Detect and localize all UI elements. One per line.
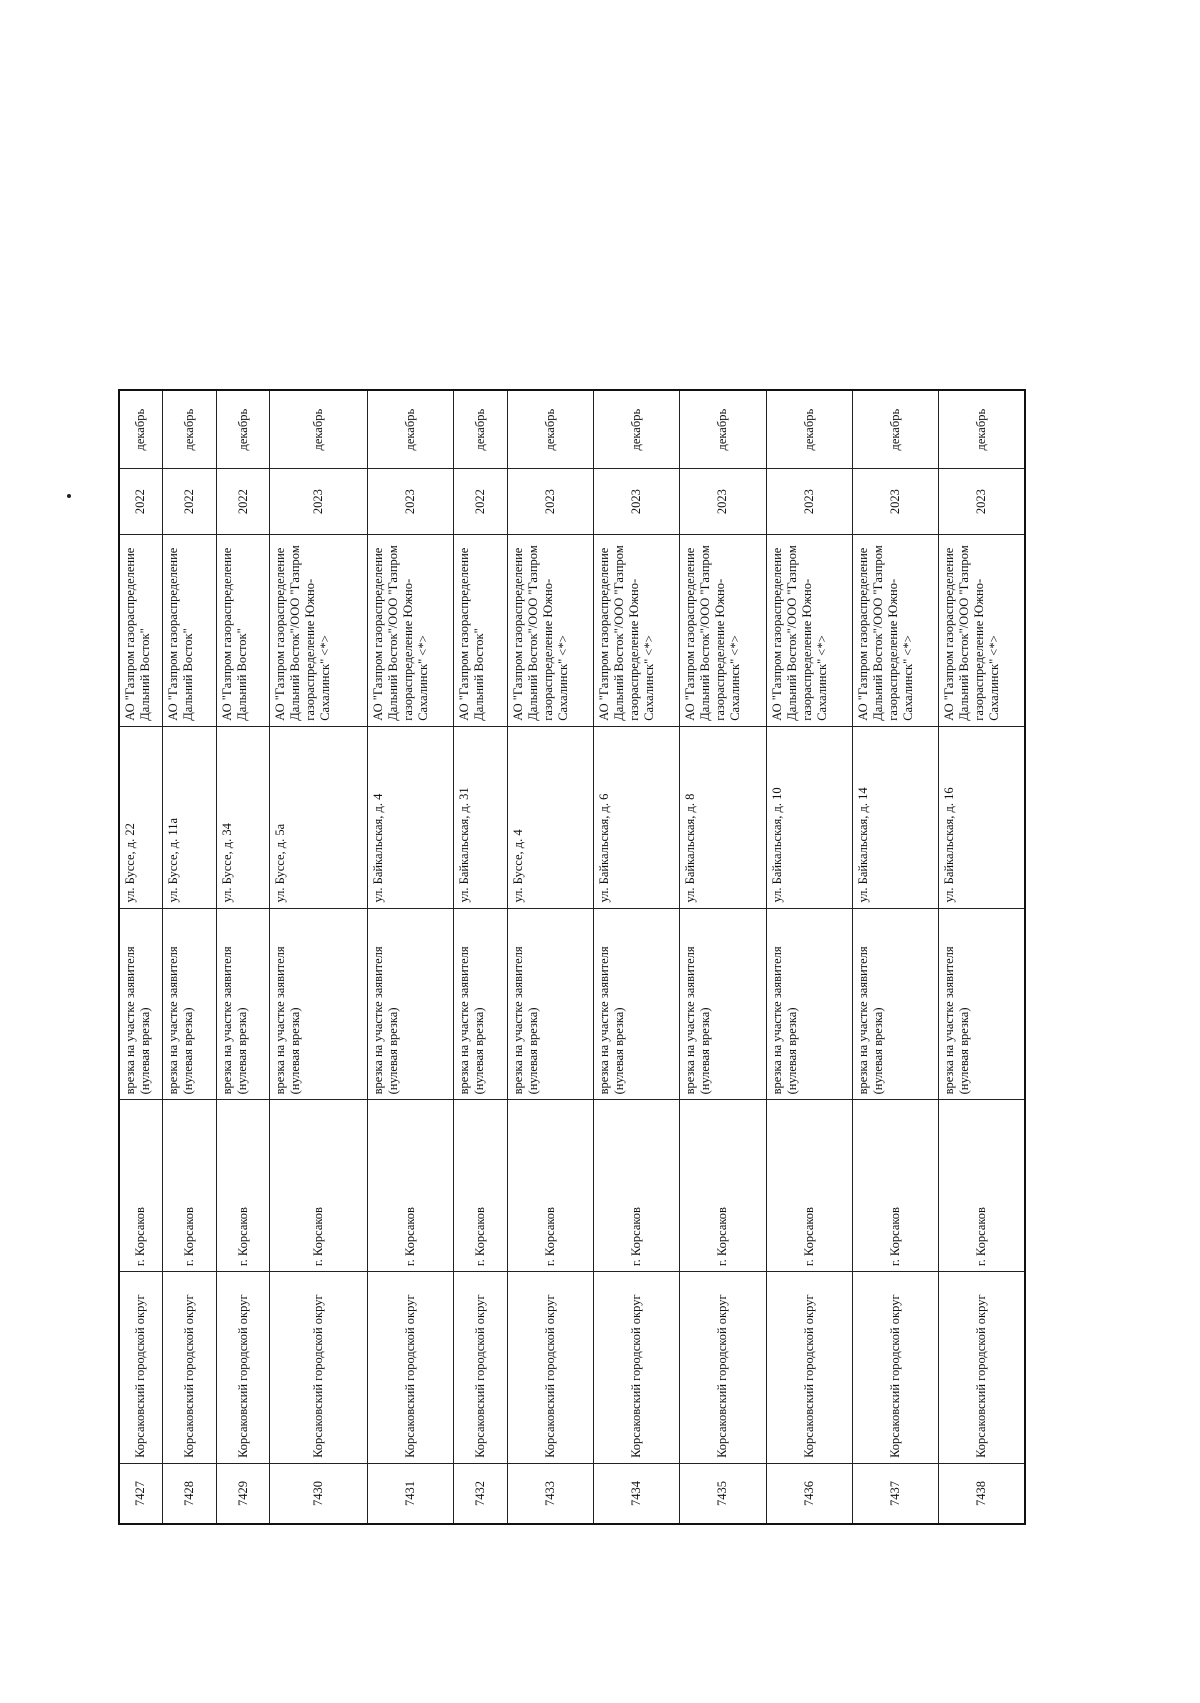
district-cell: Корсаковский городской округ [453,1272,507,1464]
scan-dot-mark [67,494,71,498]
table-row [216,390,270,1524]
city-cell: г. Корсаков [594,1100,680,1272]
table-row [594,390,680,1524]
connection-type-cell: врезка на участке заявителя (нулевая врезка) [270,908,367,1100]
city-cell: г. Корсаков [216,1100,270,1272]
address-cell: ул. Байкальская, д. 4 [367,726,453,908]
table-row [367,390,453,1524]
city-cell: г. Корсаков [852,1100,938,1272]
table-body [119,390,1025,1524]
organization-cell: АО "Газпром газораспределение Дальний Восток"/ООО "Газпром газораспределение Южно-Сахалинск" <*> [852,534,938,726]
year-cell: 2023 [270,469,367,535]
table-row [119,390,162,1524]
month-cell: декабрь [367,390,453,469]
year-cell: 2023 [680,469,766,535]
year-cell: 2023 [852,469,938,535]
address-cell: ул. Буссе, д. 11а [162,726,216,908]
row-number: 7432 [453,1463,507,1524]
district-cell: Корсаковский городской округ [162,1272,216,1464]
month-cell: декабрь [453,390,507,469]
organization-cell: АО "Газпром газораспределение Дальний Восток" [162,534,216,726]
address-cell: ул. Байкальская, д. 16 [939,726,1025,908]
district-cell: Корсаковский городской округ [507,1272,593,1464]
month-cell: декабрь [507,390,593,469]
city-cell: г. Корсаков [270,1100,367,1272]
address-cell: ул. Буссе, д. 5а [270,726,367,908]
organization-cell: АО "Газпром газораспределение Дальний Восток"/ООО "Газпром газораспределение Южно-Сахалинск" <*> [939,534,1025,726]
address-cell: ул. Буссе, д. 22 [119,726,162,908]
district-cell: Корсаковский городской округ [594,1272,680,1464]
row-number: 7437 [852,1463,938,1524]
row-number: 7438 [939,1463,1025,1524]
connection-type-cell: врезка на участке заявителя (нулевая врезка) [453,908,507,1100]
row-number: 7431 [367,1463,453,1524]
connection-type-cell: врезка на участке заявителя (нулевая врезка) [119,908,162,1100]
organization-cell: АО "Газпром газораспределение Дальний Восток" [119,534,162,726]
city-cell: г. Корсаков [453,1100,507,1272]
address-cell: ул. Байкальская, д. 10 [766,726,852,908]
connection-type-cell: врезка на участке заявителя (нулевая врезка) [216,908,270,1100]
table-row [939,390,1025,1524]
table-row [453,390,507,1524]
district-cell: Корсаковский городской округ [216,1272,270,1464]
connection-type-cell: врезка на участке заявителя (нулевая врезка) [507,908,593,1100]
city-cell: г. Корсаков [939,1100,1025,1272]
year-cell: 2022 [216,469,270,535]
month-cell: декабрь [119,390,162,469]
address-cell: ул. Байкальская, д. 8 [680,726,766,908]
row-number: 7427 [119,1463,162,1524]
city-cell: г. Корсаков [680,1100,766,1272]
year-cell: 2023 [507,469,593,535]
month-cell: декабрь [766,390,852,469]
connection-type-cell: врезка на участке заявителя (нулевая врезка) [852,908,938,1100]
address-cell: ул. Байкальская, д. 14 [852,726,938,908]
row-number: 7433 [507,1463,593,1524]
year-cell: 2022 [453,469,507,535]
city-cell: г. Корсаков [507,1100,593,1272]
organization-cell: АО "Газпром газораспределение Дальний Восток"/ООО "Газпром газораспределение Южно-Сахалинск" <*> [766,534,852,726]
table-row [680,390,766,1524]
row-number: 7428 [162,1463,216,1524]
connection-type-cell: врезка на участке заявителя (нулевая врезка) [162,908,216,1100]
organization-cell: АО "Газпром газораспределение Дальний Восток"/ООО "Газпром газораспределение Южно-Сахалинск" <*> [680,534,766,726]
address-cell: ул. Байкальская, д. 31 [453,726,507,908]
month-cell: декабрь [162,390,216,469]
city-cell: г. Корсаков [162,1100,216,1272]
address-cell: ул. Байкальская, д. 6 [594,726,680,908]
connection-type-cell: врезка на участке заявителя (нулевая врезка) [939,908,1025,1100]
table-row [507,390,593,1524]
table-row [270,390,367,1524]
organization-cell: АО "Газпром газораспределение Дальний Восток"/ООО "Газпром газораспределение Южно-Сахалинск" <*> [507,534,593,726]
month-cell: декабрь [680,390,766,469]
district-cell: Корсаковский городской округ [852,1272,938,1464]
address-cell: ул. Буссе, д. 4 [507,726,593,908]
connection-type-cell: врезка на участке заявителя (нулевая врезка) [594,908,680,1100]
row-number: 7434 [594,1463,680,1524]
year-cell: 2022 [119,469,162,535]
district-cell: Корсаковский городской округ [766,1272,852,1464]
district-cell: Корсаковский городской округ [270,1272,367,1464]
city-cell: г. Корсаков [119,1100,162,1272]
month-cell: декабрь [852,390,938,469]
year-cell: 2023 [367,469,453,535]
address-cell: ул. Буссе, д. 34 [216,726,270,908]
connection-type-cell: врезка на участке заявителя (нулевая врезка) [367,908,453,1100]
organization-cell: АО "Газпром газораспределение Дальний Восток"/ООО "Газпром газораспределение Южно-Сахалинск" <*> [367,534,453,726]
year-cell: 2023 [766,469,852,535]
year-cell: 2022 [162,469,216,535]
rotated-table-container [118,389,1026,1525]
month-cell: декабрь [270,390,367,469]
year-cell: 2023 [594,469,680,535]
month-cell: декабрь [939,390,1025,469]
district-cell: Корсаковский городской округ [119,1272,162,1464]
connection-type-cell: врезка на участке заявителя (нулевая врезка) [766,908,852,1100]
table-row [852,390,938,1524]
city-cell: г. Корсаков [367,1100,453,1272]
gas-connection-table [118,389,1026,1525]
table-row [766,390,852,1524]
organization-cell: АО "Газпром газораспределение Дальний Восток"/ООО "Газпром газораспределение Южно-Сахалинск" <*> [270,534,367,726]
row-number: 7436 [766,1463,852,1524]
month-cell: декабрь [216,390,270,469]
city-cell: г. Корсаков [766,1100,852,1272]
row-number: 7430 [270,1463,367,1524]
organization-cell: АО "Газпром газораспределение Дальний Восток" [216,534,270,726]
organization-cell: АО "Газпром газораспределение Дальний Восток"/ООО "Газпром газораспределение Южно-Сахалинск" <*> [594,534,680,726]
year-cell: 2023 [939,469,1025,535]
table-row [162,390,216,1524]
organization-cell: АО "Газпром газораспределение Дальний Восток" [453,534,507,726]
district-cell: Корсаковский городской округ [367,1272,453,1464]
month-cell: декабрь [594,390,680,469]
district-cell: Корсаковский городской округ [680,1272,766,1464]
row-number: 7435 [680,1463,766,1524]
district-cell: Корсаковский городской округ [939,1272,1025,1464]
connection-type-cell: врезка на участке заявителя (нулевая врезка) [680,908,766,1100]
row-number: 7429 [216,1463,270,1524]
